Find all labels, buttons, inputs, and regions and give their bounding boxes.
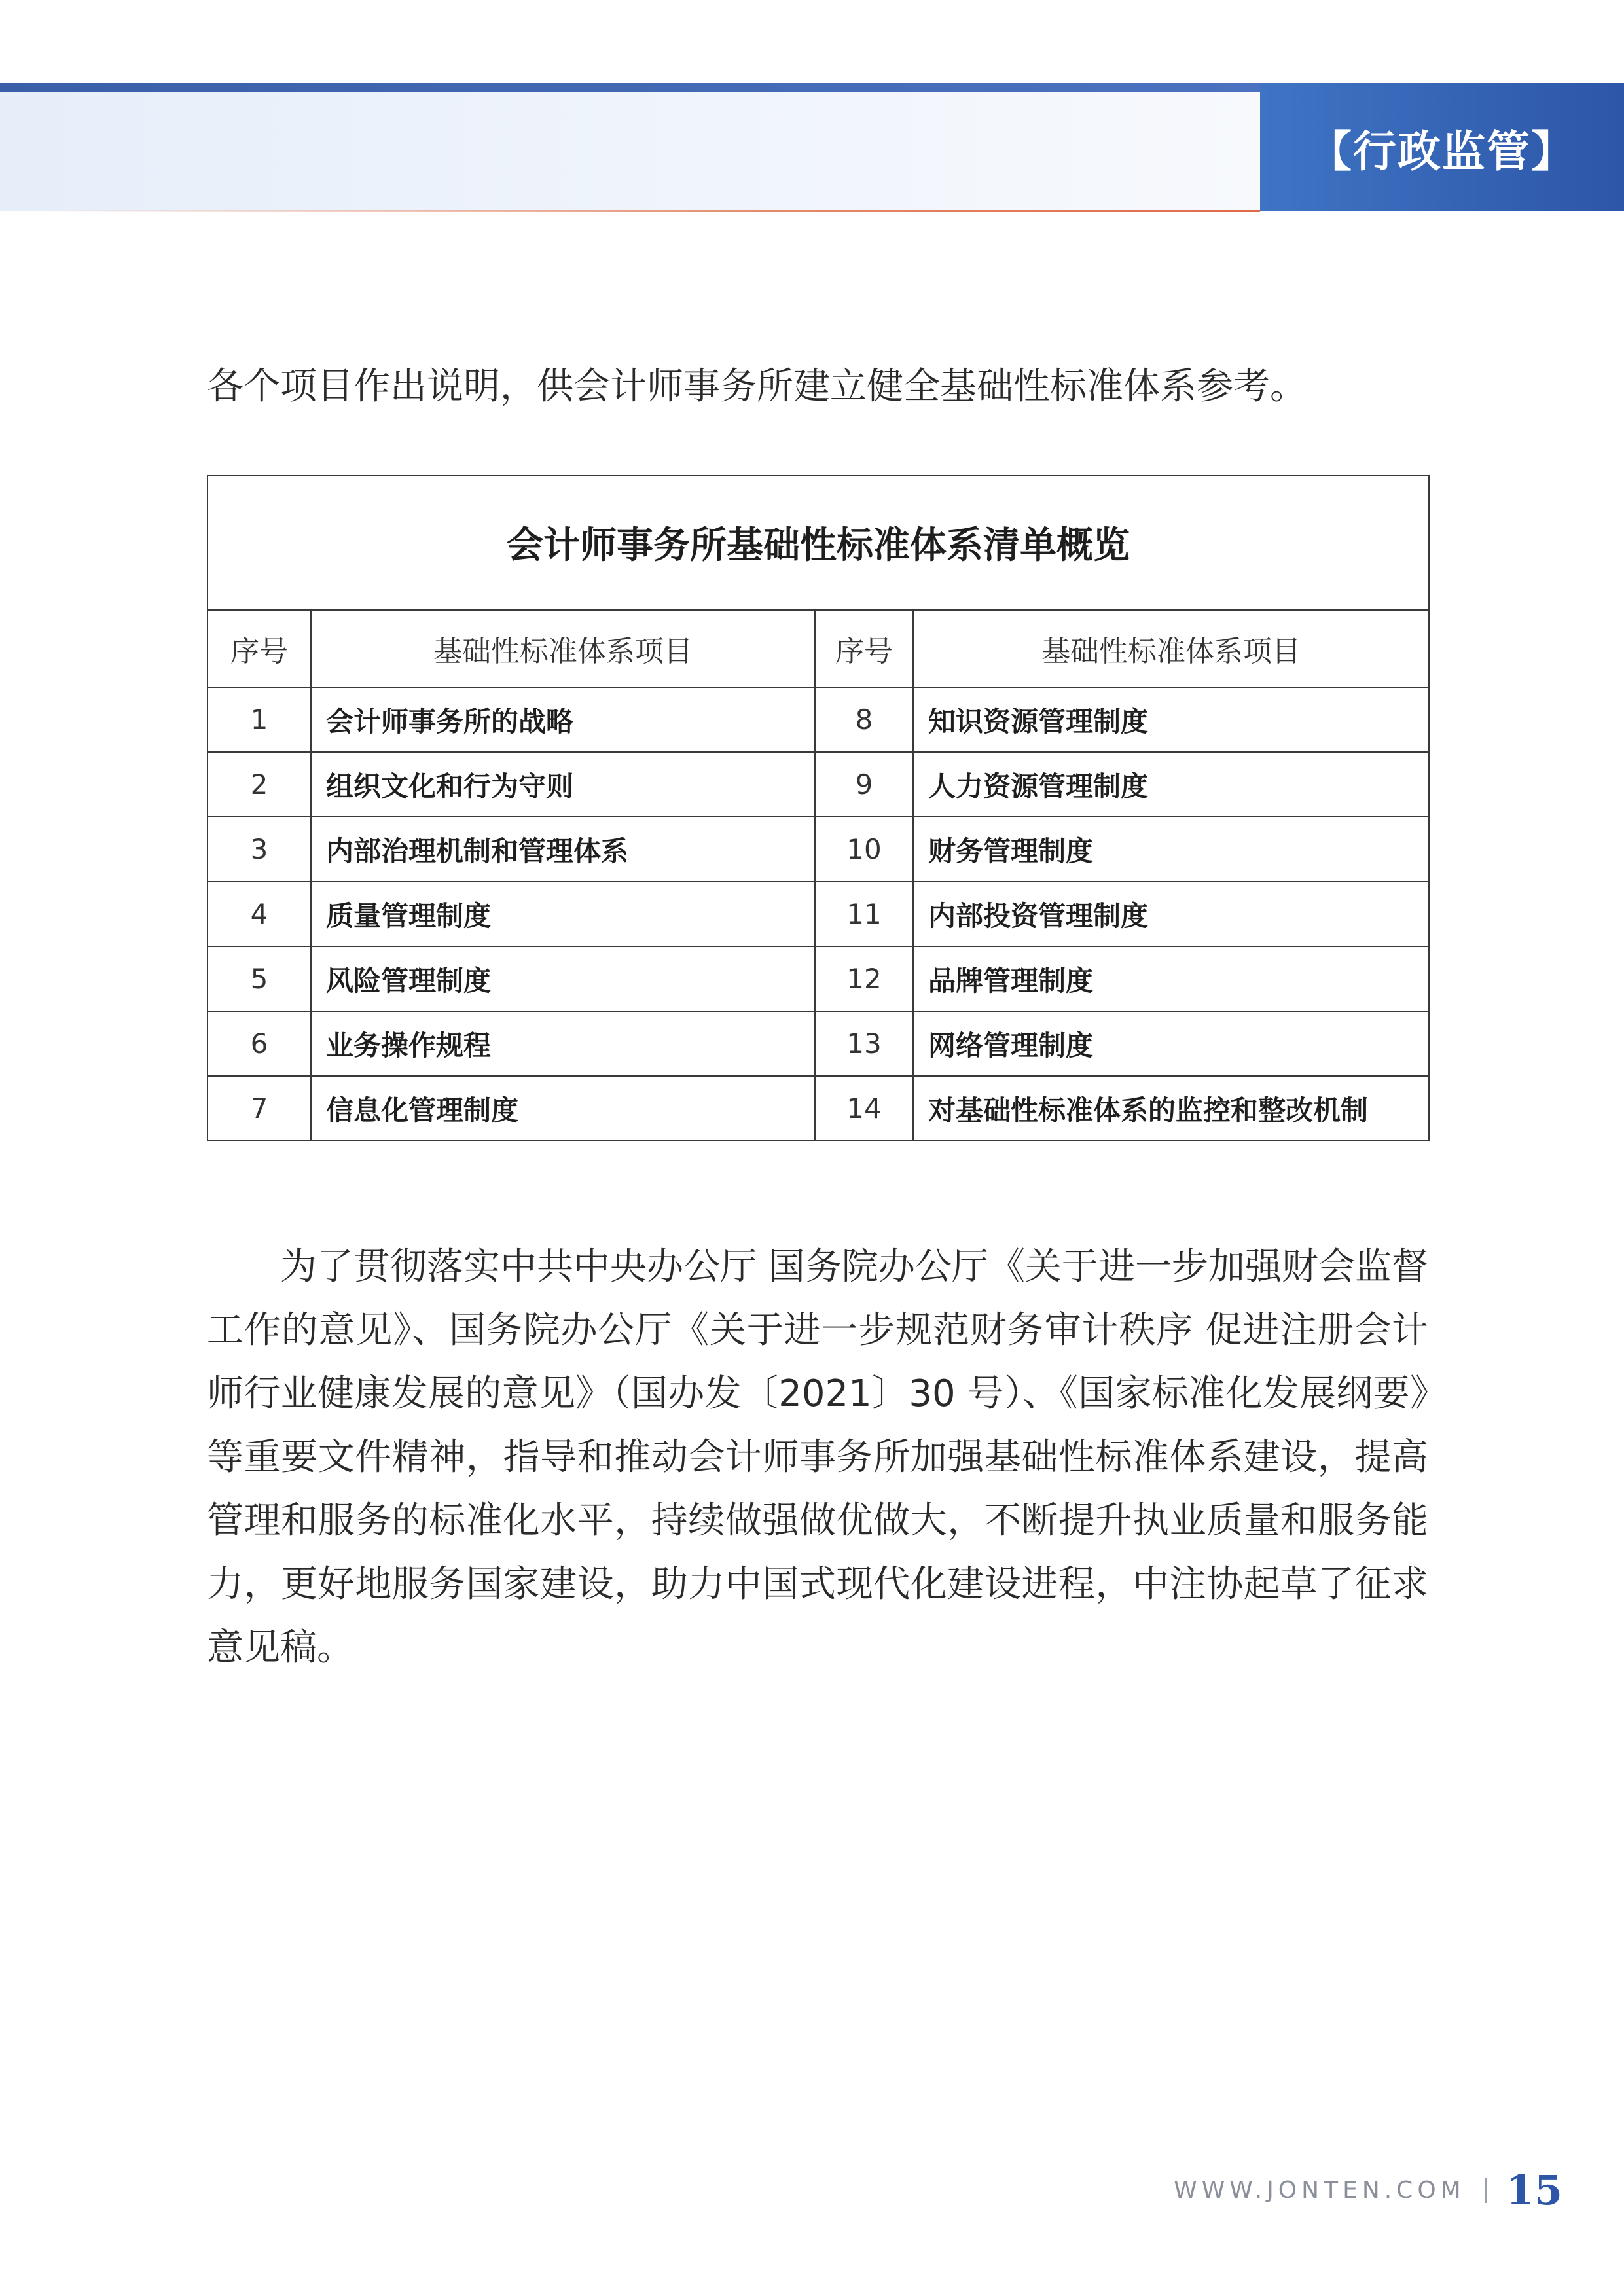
table-row xyxy=(208,687,1429,752)
row-item: 内部投资管理制度 xyxy=(913,882,1429,946)
row-number: 3 xyxy=(208,817,311,882)
row-item: 业务操作规程 xyxy=(311,1011,815,1076)
row-item: 组织文化和行为守则 xyxy=(311,752,815,817)
row-number: 5 xyxy=(208,946,311,1011)
row-item: 品牌管理制度 xyxy=(913,946,1429,1011)
table-title: 会计师事务所基础性标准体系清单概览 xyxy=(208,475,1429,610)
row-item: 质量管理制度 xyxy=(311,882,815,946)
row-number: 9 xyxy=(815,752,913,817)
table-row xyxy=(208,817,1429,882)
table-row xyxy=(208,1011,1429,1076)
row-number: 13 xyxy=(815,1011,913,1076)
column-header: 序号 xyxy=(208,610,311,687)
body-paragraph: 为了贯彻落实中共中央办公厅 国务院办公厅《关于进一步加强财会监督工作的意见》、国务院办公厅《关于进一步规范财务审计秩序 促进注册会计师行业健康发展的意见》（国办发〔2021〕30 号）、《国家标准化发展纲要》等重要文件精神，指导和推动会计师事务所加强基础性标准体系建设，提高管理和服务的标准化水平，持续做强做优做大，不断提升执业质量和服务能力，更好地服务国家建设，助力中国式现代化建设进程，中注协起草了征求意见稿。 xyxy=(207,1246,1428,1669)
row-number: 4 xyxy=(208,882,311,946)
intro-paragraph: 各个项目作出说明，供会计师事务所建立健全基础性标准体系参考。 xyxy=(207,365,1307,408)
row-number: 10 xyxy=(815,817,913,882)
section-tag-label: 【行政监管】 xyxy=(1308,126,1576,177)
row-item: 财务管理制度 xyxy=(913,817,1429,882)
website-link[interactable]: WWW.JONTEN.COM xyxy=(1174,2177,1466,2204)
row-item: 会计师事务所的战略 xyxy=(311,687,815,752)
row-number: 12 xyxy=(815,946,913,1011)
section-tag xyxy=(1260,83,1624,211)
row-item: 人力资源管理制度 xyxy=(913,752,1429,817)
row-number: 2 xyxy=(208,752,311,817)
table-header-row xyxy=(208,610,1429,687)
row-item: 知识资源管理制度 xyxy=(913,687,1429,752)
row-number: 11 xyxy=(815,882,913,946)
footer-divider xyxy=(1485,2178,1487,2203)
page-footer xyxy=(1174,2166,1562,2214)
table-row xyxy=(208,752,1429,817)
row-item: 对基础性标准体系的监控和整改机制 xyxy=(913,1076,1429,1141)
row-number: 8 xyxy=(815,687,913,752)
standards-table xyxy=(207,475,1430,1141)
header-underline xyxy=(39,210,1260,212)
row-item: 信息化管理制度 xyxy=(311,1076,815,1141)
column-header: 基础性标准体系项目 xyxy=(311,610,815,687)
row-number: 6 xyxy=(208,1011,311,1076)
page-number: 15 xyxy=(1506,2166,1562,2214)
table-row xyxy=(208,1076,1429,1141)
row-item: 内部治理机制和管理体系 xyxy=(311,817,815,882)
header-band xyxy=(0,92,1260,211)
header-accent-line xyxy=(0,83,1260,92)
row-number: 1 xyxy=(208,687,311,752)
column-header: 基础性标准体系项目 xyxy=(913,610,1429,687)
row-item: 风险管理制度 xyxy=(311,946,815,1011)
row-number: 7 xyxy=(208,1076,311,1141)
row-item: 网络管理制度 xyxy=(913,1011,1429,1076)
table-row xyxy=(208,946,1429,1011)
table-title-row xyxy=(208,475,1429,610)
column-header: 序号 xyxy=(815,610,913,687)
row-number: 14 xyxy=(815,1076,913,1141)
table-row xyxy=(208,882,1429,946)
